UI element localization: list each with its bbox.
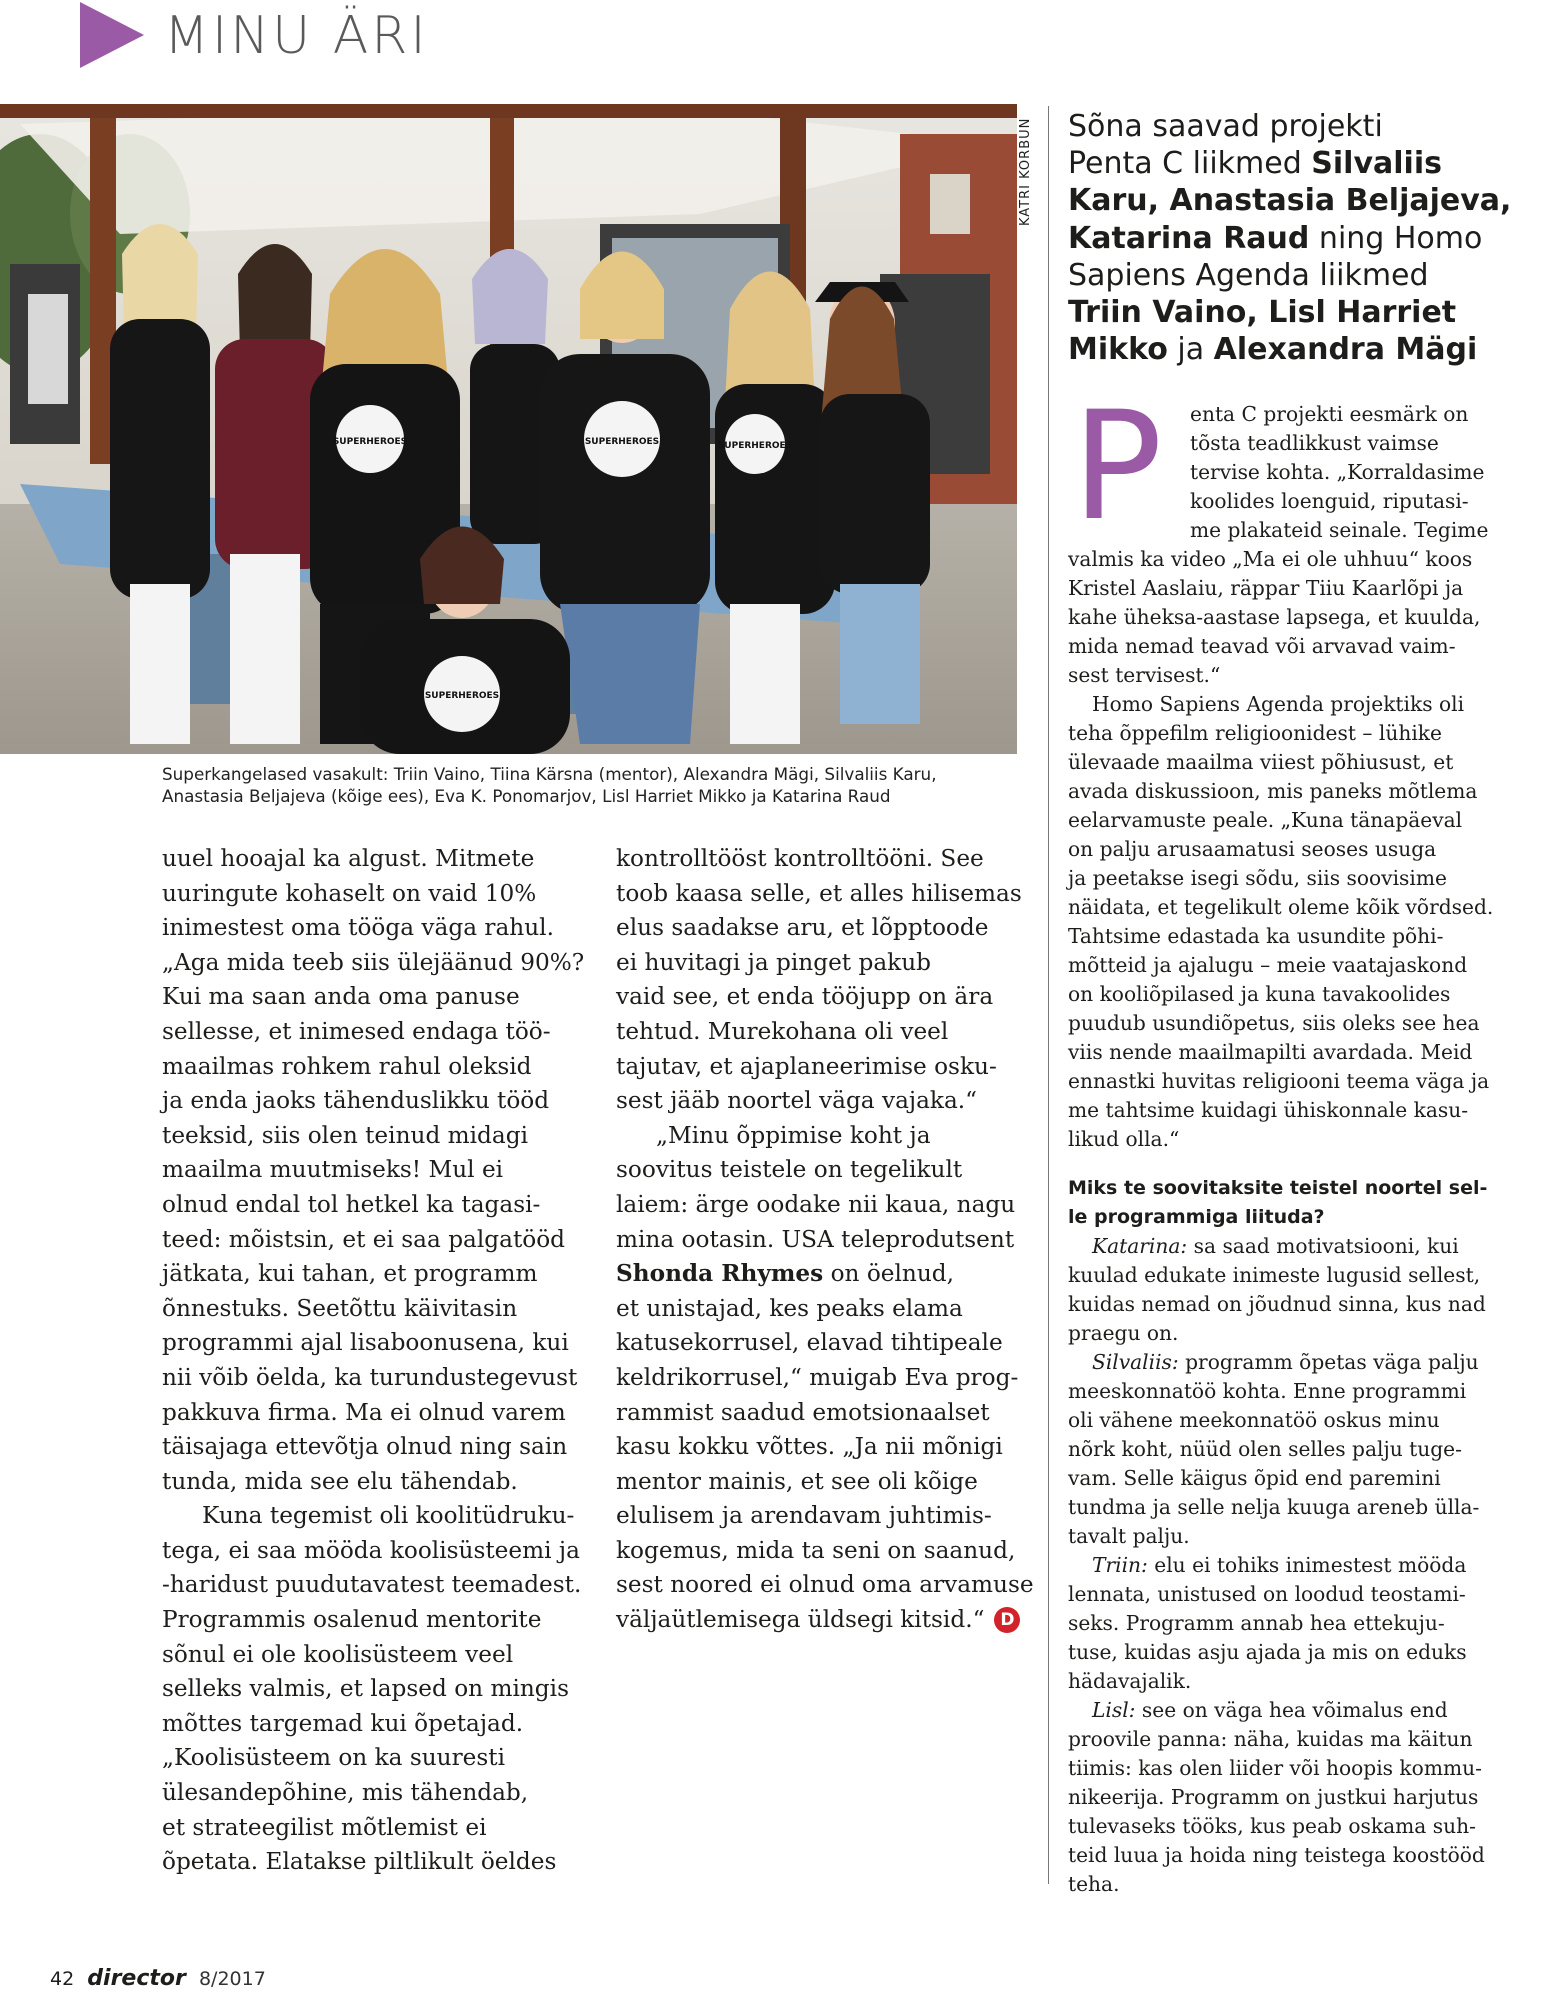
text-line: soovitus teistele on tegelikult <box>616 1156 963 1184</box>
answer-line <box>1068 1348 1518 1377</box>
text-line-end <box>616 1603 1036 1638</box>
text-line: nii võib öelda, ka turundustegevust <box>162 1363 578 1391</box>
text-line: -haridust puudutavatest teemadest. <box>162 1571 582 1599</box>
text-line: tõsta teadlikkust vaimse <box>1190 431 1439 455</box>
text-line: viis nende maailmapilti avardada. Meid <box>1068 1040 1473 1064</box>
text-line: teed: mõistsin, et ei saa palgatööd <box>162 1225 566 1253</box>
text-line: nikeerija. Programm on justkui harjutus <box>1068 1785 1479 1809</box>
text-line: ülevaade maailma viiest põhiusust, et <box>1068 750 1454 774</box>
section-title: MINU ÄRI <box>164 6 429 66</box>
text-line: mentor mainis, et see oli kõige <box>616 1467 978 1495</box>
text-line: tulevaseks tööks, kus peab oskama suh- <box>1068 1814 1476 1838</box>
deck-fragment: Penta C liikmed <box>1068 146 1312 182</box>
body-column-1 <box>162 842 602 1880</box>
text-line: ja peetakse isegi sõdu, siis soovisime <box>1068 866 1447 890</box>
text-line: jätkata, kui tahan, et programm <box>162 1260 538 1288</box>
text-line: maailma muutmiseks! Mul ei <box>162 1156 504 1184</box>
deck-fragment: ning Homo <box>1309 220 1483 256</box>
photo-credit: KATRI KORBUN <box>1018 117 1033 226</box>
text-line: kuidas nemad on jõudnud sinna, kus nad <box>1068 1292 1486 1316</box>
deck-line <box>1068 331 1538 368</box>
text-line: laiem: ärge oodake nii kaua, nagu <box>616 1190 1016 1218</box>
page-number: 42 <box>50 1968 75 1990</box>
text-line: sest jääb noortel väga vajaka.“ <box>616 1087 978 1115</box>
text-line: tehtud. Murekohana oli veel <box>616 1017 949 1045</box>
text-line: tega, ei saa mööda koolisüsteemi ja <box>162 1536 580 1564</box>
text-line: toob kaasa selle, et alles hilisemas <box>616 879 1022 907</box>
page-footer <box>50 1966 266 1991</box>
text-line: vam. Selle käigus õpid end paremini <box>1068 1466 1441 1490</box>
text-line: teha. <box>1068 1872 1120 1896</box>
text-line: proovile panna: näha, kuidas ma käitun <box>1068 1727 1473 1751</box>
text-line: me plakateid seinale. Tegime <box>1190 518 1489 542</box>
text-line: tundma ja selle nelja kuuga areneb ülla- <box>1068 1495 1480 1519</box>
text-line: sest noored ei olnud oma arvamuse <box>616 1571 1034 1599</box>
speaker-name: Triin: <box>1092 1553 1148 1577</box>
text-line: teeksid, siis olen teinud midagi <box>162 1121 528 1149</box>
answer-line <box>1068 1696 1518 1725</box>
text-line: Kuna tegemist oli koolitüdruku- <box>202 1502 575 1530</box>
answer-line <box>1068 1551 1518 1580</box>
answer-line <box>1068 1232 1518 1261</box>
text-line: Tahtsime edastada ka usundite põhi- <box>1068 924 1444 948</box>
text-line: puudub usundiõpetus, siis oleks see hea <box>1068 1011 1480 1035</box>
text-line: kontrolltööst kontrolltööni. See <box>616 845 984 872</box>
text-line: meeskonnatöö kohta. Enne programmi <box>1068 1379 1467 1403</box>
bold-name: Shonda Rhymes <box>616 1260 824 1288</box>
text-line: on kooliõpilased ja kuna tavakoolides <box>1068 982 1451 1006</box>
question-heading: le programmiga liituda? <box>1068 1206 1325 1228</box>
deck-name: Alexandra Mägi <box>1213 332 1478 368</box>
text-line: õpetata. Elatakse piltlikult öeldes <box>162 1848 557 1876</box>
text-line: uuringute kohaselt on vaid 10% <box>162 879 537 907</box>
deck-line: Sapiens Agenda liikmed <box>1068 257 1429 293</box>
text-line: kahe üheksa-aastase lapsega, et kuulda, <box>1068 605 1481 629</box>
text-line: valmis ka video „Ma ei ole uhhuu“ koos <box>1068 547 1473 571</box>
text-fragment: sa saad motivatsiooni, kui <box>1187 1234 1459 1258</box>
text-line: seks. Programm annab hea ettekuju- <box>1068 1611 1445 1635</box>
text-line: ja enda jaoks tähenduslikku tööd <box>162 1087 550 1115</box>
deck-name: Karu, Anastasia Beljajeva, <box>1068 183 1512 219</box>
text-line: nõrk koht, nüüd olen selles palju tuge- <box>1068 1437 1462 1461</box>
speaker-name: Lisl: <box>1092 1698 1136 1722</box>
text-line: elus saadakse aru, et lõpptoode <box>616 914 989 942</box>
text-line: teid luua ja hoida ning teistega koostööd <box>1068 1843 1485 1867</box>
deck-name: Triin Vaino, Lisl Harriet <box>1068 295 1457 331</box>
group-photo-illustration <box>0 104 1017 754</box>
text-line: katusekorrusel, elavad tihtipeale <box>616 1329 1003 1357</box>
text-line: me tahtsime kuidagi ühiskonnale kasu- <box>1068 1098 1469 1122</box>
deck-line <box>1068 145 1538 182</box>
text-line: oli vähene meekonnatöö oskus minu <box>1068 1408 1440 1432</box>
text-line: elulisem ja arendavam juhtimis- <box>616 1502 992 1530</box>
text-line: mina ootasin. USA teleprodutsent <box>616 1225 1015 1253</box>
text-line: inimestest oma tööga väga rahul. <box>162 914 554 942</box>
text-line: enta C projekti eesmärk on <box>1190 402 1469 426</box>
text-line: koolides loenguid, riputasi- <box>1190 489 1469 513</box>
body-column-2 <box>616 842 1036 1638</box>
text-line: selleks valmis, et lapsed on mingis <box>162 1675 569 1703</box>
text-line: õnnestuks. Seetõttu käivitasin <box>162 1294 518 1322</box>
paragraph-gap <box>1068 1154 1518 1174</box>
text-line: tuse, kuidas asju ajada ja mis on eduks <box>1068 1640 1467 1664</box>
text-line: näidata, et tegelikult oleme kõik võrdsed. <box>1068 895 1494 919</box>
group-photo <box>0 104 1017 754</box>
text-line: Kristel Aaslaiu, räppar Tiiu Kaarlõpi ja <box>1068 576 1464 600</box>
text-fragment: see on väga hea võimalus end <box>1135 1698 1448 1722</box>
text-line: programmi ajal lisaboonusena, kui <box>162 1329 569 1357</box>
text-line: et strateegilist mõtlemist ei <box>162 1813 487 1841</box>
question-heading: Miks te soovitaksite teistel noortel sel- <box>1068 1177 1488 1199</box>
text-line: teha õppefilm religioonidest – lühike <box>1068 721 1442 745</box>
text-line: Kui ma saan anda oma panuse <box>162 983 520 1011</box>
text-line: tajutav, et ajaplaneerimise osku- <box>616 1052 997 1080</box>
text-line: praegu on. <box>1068 1321 1179 1345</box>
text-line: keldrikorrusel,“ muigab Eva prog- <box>616 1363 1019 1391</box>
deck-fragment: ja <box>1167 332 1214 368</box>
text-line: on palju arusaamatusi seoses usuga <box>1068 837 1437 861</box>
deck-line <box>1068 182 1538 219</box>
hoodie-logo-text: SUPERHEROES <box>424 691 500 701</box>
text-line: maailmas rohkem rahul oleksid <box>162 1052 532 1080</box>
drop-cap: P <box>1072 380 1163 554</box>
text-line: täisajaga ettevõtja olnud ning sain <box>162 1433 568 1461</box>
caption-line: Superkangelased vasakult: Triin Vaino, Tiina Kärsna (mentor), Alexandra Mägi, Silvaliis Karu, <box>162 764 937 784</box>
intro-deck <box>1068 108 1538 368</box>
text-line: kasu kokku võttes. „Ja nii mõnigi <box>616 1433 1003 1461</box>
text-line: ei huvitagi ja pinget pakub <box>616 948 931 976</box>
caption-line: Anastasia Beljajeva (kõige ees), Eva K. Ponomarjov, Lisl Harriet Mikko ja Katarina Raud <box>162 786 891 806</box>
text-line: tiimis: kas olen liider või hoopis kommu- <box>1068 1756 1482 1780</box>
speaker-name: Katarina: <box>1092 1234 1188 1258</box>
text-line: hädavajalik. <box>1068 1669 1192 1693</box>
text-line: olnud endal tol hetkel ka tagasi- <box>162 1190 541 1218</box>
text-line: ülesandepõhine, mis tähendab, <box>162 1779 529 1807</box>
deck-name: Katarina Raud <box>1068 220 1310 256</box>
text-line: avada diskussioon, mis paneks mõtlema <box>1068 779 1478 803</box>
text-line: mida nemad teavad või arvavad vaim- <box>1068 634 1456 658</box>
text-line: Homo Sapiens Agenda projektiks oli <box>1092 692 1465 716</box>
text-line: mõtteid ja ajalugu – meie vaatajaskond <box>1068 953 1468 977</box>
text-line: kogemus, mida ta seni on saanud, <box>616 1536 1016 1564</box>
text-line: sest tervisest.“ <box>1068 663 1221 687</box>
text-line: rammist saadud emotsionaalset <box>616 1398 990 1426</box>
text-line: lennata, unistused on loodud teostami- <box>1068 1582 1466 1606</box>
text-line: vaid see, et enda tööjupp on ära <box>616 983 994 1011</box>
hoodie-logo-text: SUPERHEROES <box>332 437 408 447</box>
text-line: sõnul ei ole koolisüsteem veel <box>162 1640 514 1668</box>
photo-caption <box>162 763 1022 807</box>
sidebar-column <box>1068 400 1518 1899</box>
text-fragment: elu ei tohiks inimestest mööda <box>1147 1553 1467 1577</box>
deck-name: Silvaliis <box>1311 146 1442 182</box>
end-of-article-icon: D <box>994 1607 1020 1633</box>
text-line: likud olla.“ <box>1068 1127 1180 1151</box>
deck-name: Mikko <box>1068 332 1168 368</box>
speaker-name: Silvaliis: <box>1092 1350 1179 1374</box>
text-line: mõttes targemad kui õpetajad. <box>162 1709 524 1737</box>
text-fragment: on öelnud, <box>830 1260 955 1288</box>
hoodie-logo-text: SUPERHEROES <box>584 437 660 447</box>
deck-line <box>1068 294 1538 331</box>
text-line: „Minu õppimise koht ja <box>656 1121 931 1149</box>
play-arrow-icon <box>80 2 144 68</box>
text-line: „Aga mida teeb siis ülejäänud 90%? <box>162 948 585 976</box>
text-fragment: programm õpetas väga palju <box>1178 1350 1479 1374</box>
text-line: uuel hooajal ka algust. Mitmete <box>162 845 535 872</box>
text-line: tervise kohta. „Korraldasime <box>1190 460 1485 484</box>
text-line: Programmis osalenud mentorite <box>162 1606 542 1634</box>
text-line: kuulad edukate inimeste lugusid sellest, <box>1068 1263 1481 1287</box>
deck-line <box>1068 220 1538 257</box>
column-divider <box>1048 106 1049 1884</box>
text-line: ennastki huvitas religiooni teema väga ja <box>1068 1069 1490 1093</box>
magazine-name: director <box>87 1966 186 1991</box>
text-line: pakkuva firma. Ma ei olnud varem <box>162 1398 566 1426</box>
issue-number: 8/2017 <box>198 1968 266 1990</box>
text-line: sellesse, et inimesed endaga töö- <box>162 1017 551 1045</box>
text-line: tavalt palju. <box>1068 1524 1190 1548</box>
text-line-with-name <box>616 1257 1036 1292</box>
text-line: „Koolisüsteem on ka suuresti <box>162 1744 506 1772</box>
text-line: tunda, mida see elu tähendab. <box>162 1467 518 1495</box>
hoodie-logo-text: SUPERHEROES <box>717 441 793 451</box>
text-fragment: väljaütlemisega üldsegi kitsid.“ <box>616 1606 985 1634</box>
text-line: et unistajad, kes peaks elama <box>616 1294 963 1322</box>
text-line: eelarvamuste peale. „Kuna tänapäeval <box>1068 808 1463 832</box>
deck-line: Sõna saavad projekti <box>1068 109 1383 144</box>
